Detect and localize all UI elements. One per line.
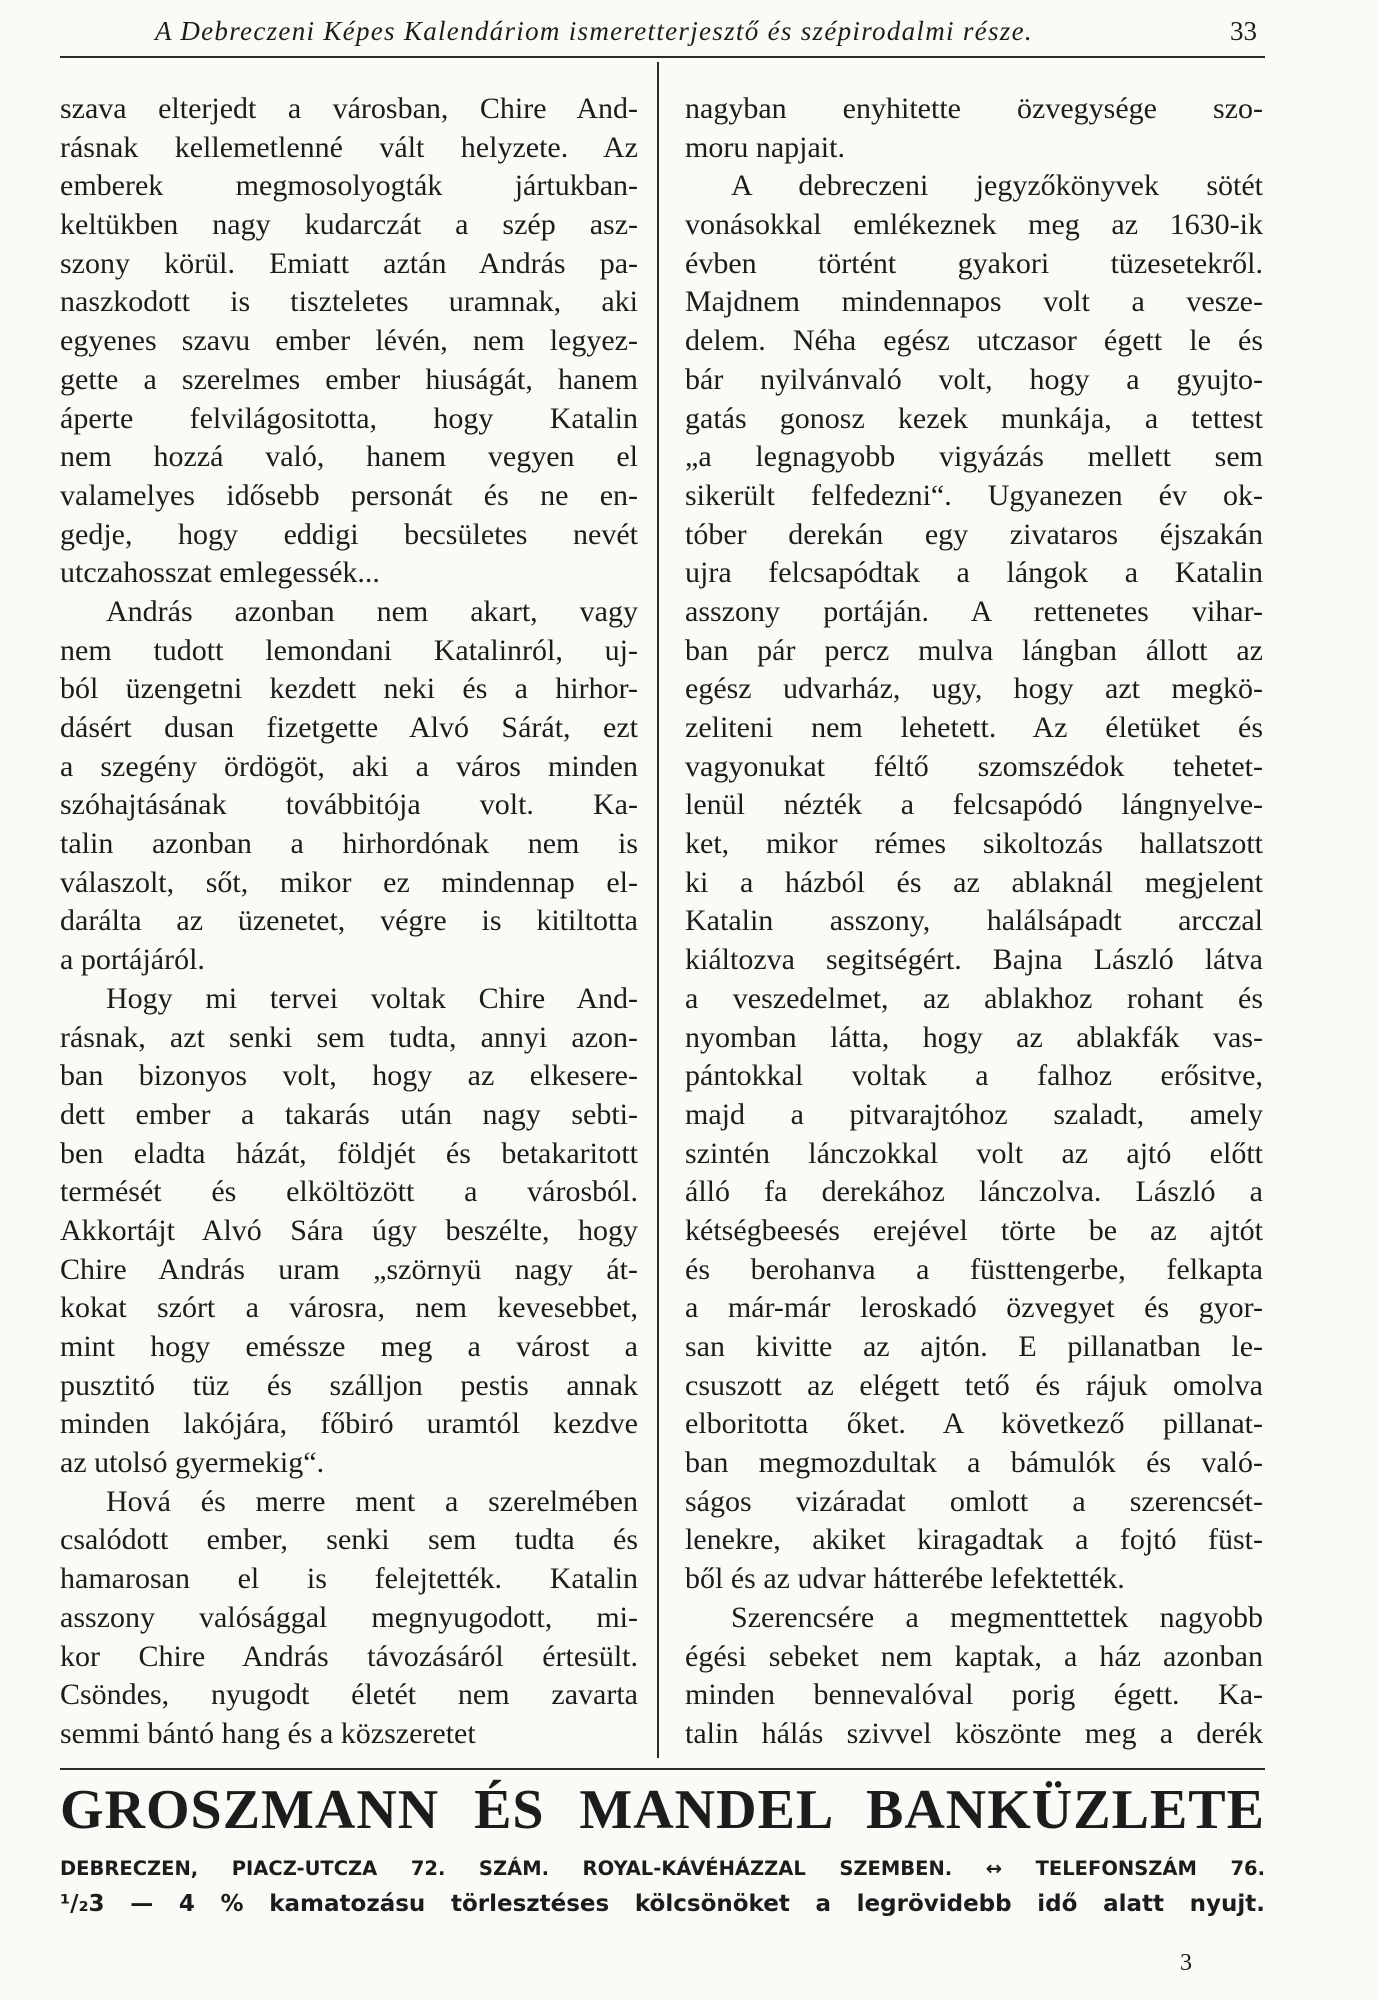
text-line: a szegény ördögöt, aki a város minden [60,749,638,783]
text-line: ban pár percz mulva lángban állott az [685,633,1263,667]
text-line: termését és elköltözött a városból. [60,1175,638,1209]
text-line: utczahosszat emlegessék... [60,556,380,590]
text-line: nagyban enyhitette özvegysége szo- [685,92,1263,125]
text-line: ból üzengetni kezdett neki és a hirhor- [60,672,638,706]
text-line: Akkortájt Alvó Sára úgy beszélte, hogy [60,1213,638,1247]
advertisement-title: GROSZMANN ÉS MANDEL BANKÜZLETE [60,1779,1265,1841]
text-line: a már-már leroskadó özvegyet és gyor- [685,1291,1263,1325]
text-line: Katalin asszony, halálsápadt arcczal [685,904,1263,938]
text-line: pusztitó tüz és szálljon pestis annak [60,1368,638,1402]
text-line: lenül nézték a felcsapódó lángnyelve- [685,788,1263,822]
text-line: delem. Néha egész utczasor égett le és [685,324,1263,358]
text-line: emberek megmosolyogták jártukban- [60,169,638,203]
text-line: ki a házból és az ablaknál megjelent [685,865,1263,899]
text-line: nem tudott lemondani Katalinról, uj- [60,633,638,667]
text-line: A debreczeni jegyzőkönyvek sötét [731,169,1263,203]
text-line: Hová és merre ment a szerelmében [106,1484,638,1518]
text-line: hamarosan el is felejtették. Katalin [60,1562,638,1596]
text-line: darálta az üzenetet, végre is kitiltotta [60,904,638,938]
advertisement-address: DEBRECZEN, PIACZ-UTCZA 72. SZÁM. ROYAL-KÁVÉHÁZZAL SZEMBEN. ↔ TELEFONSZÁM 76. [60,1857,1265,1880]
text-line: kokat szórt a városra, nem kevesebbet, [60,1291,638,1325]
text-line: gedje, hogy eddigi becsületes nevét [60,517,638,551]
text-line: ből és az udvar hátterébe lefektették. [685,1562,1125,1596]
text-line: csalódott ember, senki sem tudta és [60,1523,638,1557]
text-line: ben eladta házát, földjét és betakaritott [60,1136,638,1170]
text-line: vonásokkal emlékeznek meg az 1630-ik [685,208,1263,242]
text-line: Csöndes, nyugodt életét nem zavarta [60,1678,638,1712]
text-line: áperte felvilágositotta, hogy Katalin [60,401,638,435]
text-line: ban megmozdultak a bámulók és való- [685,1446,1263,1480]
text-line: az utolsó gyermekig“. [60,1446,325,1480]
right-column [685,90,1263,1770]
text-line: ujra felcsapódtak a lángok a Katalin [685,556,1263,590]
text-line: égési sebeket nem kaptak, a ház azonban [685,1639,1263,1673]
text-line: lenekre, akiket kiragadtak a fojtó füst- [685,1523,1263,1557]
text-line: kor Chire András távozásáról értesült. [60,1639,638,1673]
text-line: szóhajtásának továbbitója volt. Ka- [60,788,638,822]
text-line: zeliteni nem lehetett. Az életüket és [685,711,1263,744]
text-line: nyomban látta, hogy az ablakfák vas- [685,1020,1263,1054]
text-line: évben történt gyakori tüzesetekről. [685,246,1263,280]
text-line: és berohanva a füsttengerbe, felkapta [685,1252,1263,1286]
text-line: nem hozzá való, hanem vegyen el [60,440,638,474]
left-column [60,90,638,1770]
text-line: álló fa derekához lánczolva. László a [685,1175,1263,1209]
text-line: rásnak kellemetlenné vált helyzete. Az [60,130,638,164]
text-line: „a legnagyobb vigyázás mellett sem [685,440,1263,474]
text-line: minden lakójára, főbiró uramtól kezdve [60,1407,638,1441]
advertisement-loan-text: ¹/₂3 — 4 % kamatozásu törlesztéses kölcsönöket a legrövidebb idő alatt nyujt. [60,1891,1265,1917]
text-line: semmi bántó hang és a közszeretet [60,1716,476,1750]
text-line: a veszedelmet, az ablakhoz rohant és [685,981,1263,1015]
text-line: pántokkal voltak a falhoz erősitve, [685,1059,1263,1093]
text-line: mint hogy emésszе meg a várost a [60,1330,638,1363]
running-header [60,12,1265,58]
text-line: sikerült felfedezni“. Ugyanezen év ok- [685,478,1263,512]
text-line: tóber derekán egy zivataros éjszakán [685,517,1263,551]
text-line: válaszolt, sőt, mikor ez mindennap el- [60,865,638,899]
text-line: kétségbeesés erejével törte be az ajtót [685,1213,1263,1247]
text-line: talin hálás szivvel köszönte meg a derék [685,1716,1263,1750]
text-line: ket, mikor rémes sikoltozás hallatszott [685,827,1263,861]
text-line: Chire András uram „szörnyü nagy át- [60,1252,638,1286]
text-line: moru napjait. [685,130,845,164]
text-line: ságos vizáradat omlott a szerencsét- [685,1484,1263,1518]
advertisement-rule [60,1768,1265,1770]
text-line: ban bizonyos volt, hogy az elkesere- [60,1059,638,1093]
text-line: András azonban nem akart, vagy [106,594,638,628]
text-line: csuszott az elégett tető és rájuk omolva [685,1368,1263,1402]
text-line: szony körül. Emiatt aztán András pa- [60,246,638,280]
text-line: asszony portáján. A rettenetes vihar- [685,594,1263,628]
text-line: gette a szerelmes ember hiuságát, hanem [60,362,638,396]
text-line: egész udvarház, ugy, hogy azt megkö- [685,672,1263,706]
text-line: Szerencsére a megmenttettek nagyobb [731,1600,1263,1634]
text-line: dett ember a takarás után nagy sebti- [60,1097,638,1131]
text-line: bár nyilvánvaló volt, hogy a gyujto- [685,362,1263,396]
text-line: a portájáról. [60,943,205,977]
text-line: elboritotta őket. A következő pillanat- [685,1407,1263,1441]
header-title: A Debreczeni Képes Kalendáriom ismeretterjesztő és szépirodalmi része. [155,16,1033,46]
text-line: szava elterjedt a városban, Chire And- [60,92,638,125]
text-line: talin azonban a hirhordónak nem is [60,827,638,861]
text-line: egyenes szavu ember lévén, nem legyez- [60,324,638,358]
text-line: vagyonukat féltő szomszédok tehetet- [685,749,1263,783]
text-line: naszkodott is tiszteletes uramnak, aki [60,285,638,319]
text-line: gatás gonosz kezek munkája, a tettest [685,401,1263,435]
text-line: dásért dusan fizetgette Alvó Sárát, ezt [60,711,638,744]
column-divider [657,62,659,1758]
text-line: rásnak, azt senki sem tudta, annyi azon- [60,1020,638,1054]
text-line: minden bennevalóval porig égett. Ka- [685,1678,1263,1712]
text-line: valamelyes idősebb personát és ne en- [60,478,638,512]
text-line: kiáltozva segitségért. Bajna László látva [685,943,1263,977]
sheet-number: 3 [1180,1950,1192,1976]
text-line: keltükben nagy kudarczát a szép asz- [60,208,638,242]
text-line: Hogy mi tervei voltak Chire And- [106,981,638,1015]
page-number: 33 [1230,16,1257,46]
text-line: asszony valósággal megnyugodott, mi- [60,1600,638,1634]
text-line: Majdnem mindennapos volt a vesze- [685,285,1263,319]
text-line: szintén lánczokkal volt az ajtó előtt [685,1136,1263,1170]
text-line: san kivitte az ajtón. E pillanatban le- [685,1330,1263,1363]
text-line: majd a pitvarajtóhoz szaladt, amely [685,1097,1263,1131]
